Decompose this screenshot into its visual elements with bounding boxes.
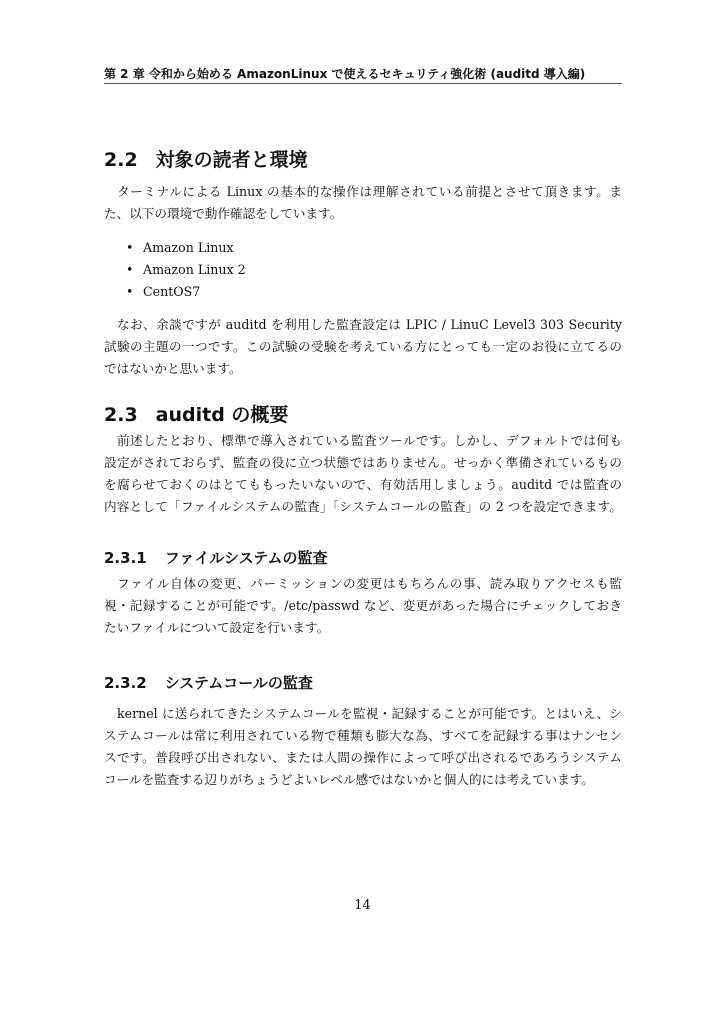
environment-list (126, 237, 246, 303)
subsection-heading-2-3-2 (104, 673, 313, 693)
text-line: を腐らせておくのはとてももったいないので、有効活用しましょう。auditd では監査の (104, 477, 622, 492)
text-line: たいファイルについて設定を行います。 (104, 620, 330, 635)
paragraph (104, 703, 622, 791)
text-line: なお、余談ですが auditd を利用した監査設定は LPIC / LinuC Level3 303 Security (117, 317, 622, 332)
section-title: auditd の概要 (155, 404, 289, 426)
text-line: ステムコールは常に利用されている物で種類も膨大な為、すべてを記録する事はナンセン (104, 728, 622, 743)
text-line: 内容として「ファイルシステムの監査」「システムコールの監査」の 2 つを設定できます。 (104, 499, 622, 514)
section-number: 2.3.2 (104, 674, 147, 692)
paragraph (104, 314, 622, 380)
paragraph (104, 573, 622, 639)
section-number: 2.3 (104, 404, 138, 426)
section-number: 2.3.1 (104, 549, 147, 567)
list-item (126, 281, 246, 303)
section-title: システムコールの監査 (164, 674, 313, 692)
text-line: 設定がされておらず、監査の役に立つ状態ではありません。せっかく準備されているもの (104, 455, 622, 470)
text-line: ファイル自体の変更、パーミッションの変更はもちろんの事、読み取りアクセスも監 (117, 576, 622, 591)
section-number: 2.2 (104, 149, 138, 171)
running-header: 第 2 章 令和から始める AmazonLinux で使えるセキュリティ強化術 (auditd 導入編) (104, 66, 622, 84)
section-heading-2-3 (104, 403, 288, 427)
text-line: 試験の主題の一つです。この試験の受験を考えている方にとっても一定のお役に立てるの (104, 339, 622, 354)
section-title: ファイルシステムの監査 (164, 549, 328, 567)
paragraph (104, 430, 622, 518)
subsection-heading-2-3-1 (104, 548, 328, 568)
bullet-icon: • (126, 240, 134, 255)
list-item-text: CentOS7 (143, 284, 201, 299)
section-title: 対象の読者と環境 (155, 149, 308, 171)
text-line: ターミナルによる Linux の基本的な操作は理解されている前提とさせて頂きます。ま (117, 184, 622, 199)
list-item (126, 259, 246, 281)
bullet-icon: • (126, 262, 134, 277)
list-item (126, 237, 246, 259)
text-line: コールを監査する辺りがちょうどよいレベル感ではないかと個人的には考えています。 (104, 772, 594, 787)
text-line: kernel に送られてきたシステムコールを監視・記録することが可能です。とはいえ、シ (117, 706, 622, 721)
bullet-icon: • (126, 284, 134, 299)
text-line: た、以下の環境で動作確認をしています。 (104, 206, 343, 221)
list-item-text: Amazon Linux 2 (143, 262, 246, 277)
section-heading-2-2 (104, 148, 308, 172)
text-line: スです。普段呼び出されない、または人間の操作によって呼び出されるであろうシステム (104, 750, 622, 765)
list-item-text: Amazon Linux (143, 240, 234, 255)
page-number: 14 (354, 898, 371, 913)
text-line: ではないかと思います。 (104, 361, 242, 376)
text-line: 視・記録することが可能です。/etc/passwd など、変更があった場合にチェックしておき (104, 598, 622, 613)
text-line: 前述したとおり、標準で導入されている監査ツールです。しかし、デフォルトでは何も (117, 433, 622, 448)
paragraph (104, 181, 622, 225)
